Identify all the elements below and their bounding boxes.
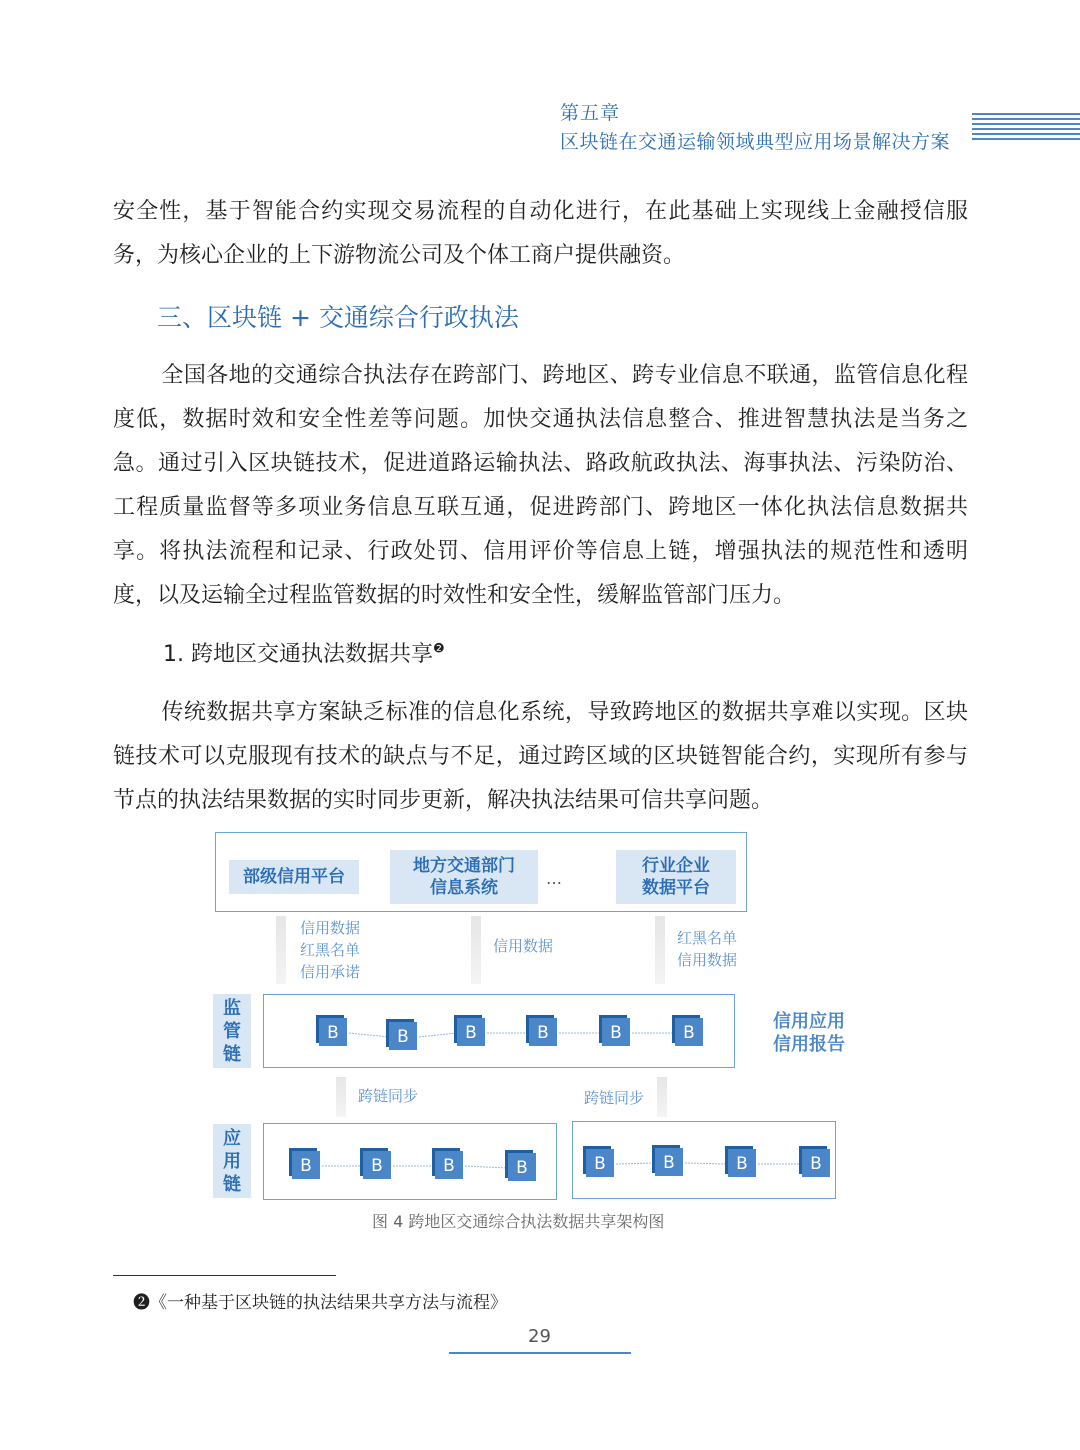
header-title: 区块链在交通运输领域典型应用场景解决方案	[560, 131, 951, 153]
block-letter: B	[610, 1023, 622, 1043]
block-letter: B	[327, 1023, 339, 1043]
footnote-rule	[113, 1275, 336, 1276]
arrow-label-mid: 信用数据	[493, 937, 554, 955]
block-link	[685, 1163, 728, 1164]
block-link	[349, 1033, 389, 1037]
block-letter: B	[465, 1023, 477, 1043]
platform-local: 地方交通部门 信息系统	[390, 850, 538, 904]
platform-ellipsis: …	[546, 869, 562, 888]
arrow-label-left: 信用数据 红黑名单 信用承诺	[300, 919, 361, 981]
block-letter: B	[397, 1027, 409, 1047]
sync-label-left: 跨链同步	[358, 1087, 419, 1105]
block-letter: B	[594, 1154, 606, 1174]
footnote-marker[interactable]: ❷	[432, 641, 445, 657]
footnote: ❷《一种基于区块链的执法结果共享方法与流程》	[133, 1293, 507, 1313]
application-chain-label: 应 用 链	[213, 1124, 251, 1198]
paragraph-1: 安全性，基于智能合约实现交易流程的自动化进行，在此基础上实现线上金融授信服务，为核心企业的上下游物流公司及个体工商户提供融资。	[113, 199, 968, 268]
block-letter: B	[300, 1156, 312, 1176]
regulatory-chain-label: 监 管 链	[213, 994, 251, 1068]
header-chapter: 第五章	[560, 102, 621, 124]
block-letter: B	[371, 1156, 383, 1176]
paragraph-2: 全国各地的交通综合执法存在跨部门、跨地区、跨专业信息不联通，监管信息化程度低，数据时效和安全性差等问题。加快交通执法信息整合、推进智慧执法是当务之急。通过引入区块链技术，促进道路运输执法、路政航政执法、海事执法、污染防治、工程质量监督等多项业务信息互联互通，促进跨部门、跨地区一体化执法信息数据共享。将执法流程和记录、行政处罚、信用评价等信息上链，增强执法的规范性和透明度，以及运输全过程监管数据的时效性和安全性，缓解监管部门压力。	[113, 363, 968, 608]
page-number-rule	[449, 1352, 631, 1354]
block-letter: B	[516, 1158, 528, 1178]
sync-label-right: 跨链同步	[584, 1089, 645, 1107]
block-link	[616, 1163, 655, 1164]
arrow-down-mid	[471, 916, 481, 984]
page-number: 29	[528, 1326, 551, 1347]
section-heading: 三、区块链 + 交通综合行政执法	[157, 303, 519, 332]
arrow-down-right	[655, 916, 665, 984]
regulatory-chain-blocks	[263, 994, 735, 1068]
block-link	[419, 1033, 457, 1037]
block-link	[465, 1166, 508, 1168]
block-letter: B	[663, 1153, 675, 1173]
platform-ministry: 部级信用平台	[229, 860, 359, 894]
block-letter: B	[443, 1156, 455, 1176]
header-rules	[972, 113, 1080, 143]
sync-arrow-left	[336, 1077, 346, 1117]
paragraph-3: 传统数据共享方案缺乏标准的信息化系统，导致跨地区的数据共享难以实现。区块链技术可以克服现有技术的缺点与不足，通过跨区域的区块链智能合约，实现所有参与节点的执法结果数据的实时同步更新，解决执法结果可信共享问题。	[113, 700, 968, 813]
figure-caption: 图 4 跨地区交通综合执法数据共享架构图	[372, 1212, 665, 1231]
block-letter: B	[810, 1154, 822, 1174]
sub-heading: 1. 跨地区交通执法数据共享$^❷$	[163, 641, 445, 667]
arrow-label-right: 红黑名单 信用数据	[677, 929, 738, 969]
application-chain-blocks-2	[572, 1121, 836, 1199]
arrow-down-left	[276, 916, 286, 984]
credit-label: 信用应用 信用报告	[773, 1011, 845, 1055]
block-letter: B	[736, 1154, 748, 1174]
sync-arrow-right	[657, 1077, 667, 1117]
application-chain-blocks-1	[263, 1123, 557, 1200]
platform-industry: 行业企业 数据平台	[616, 850, 736, 904]
block-letter: B	[537, 1023, 549, 1043]
block-letter: B	[683, 1023, 695, 1043]
